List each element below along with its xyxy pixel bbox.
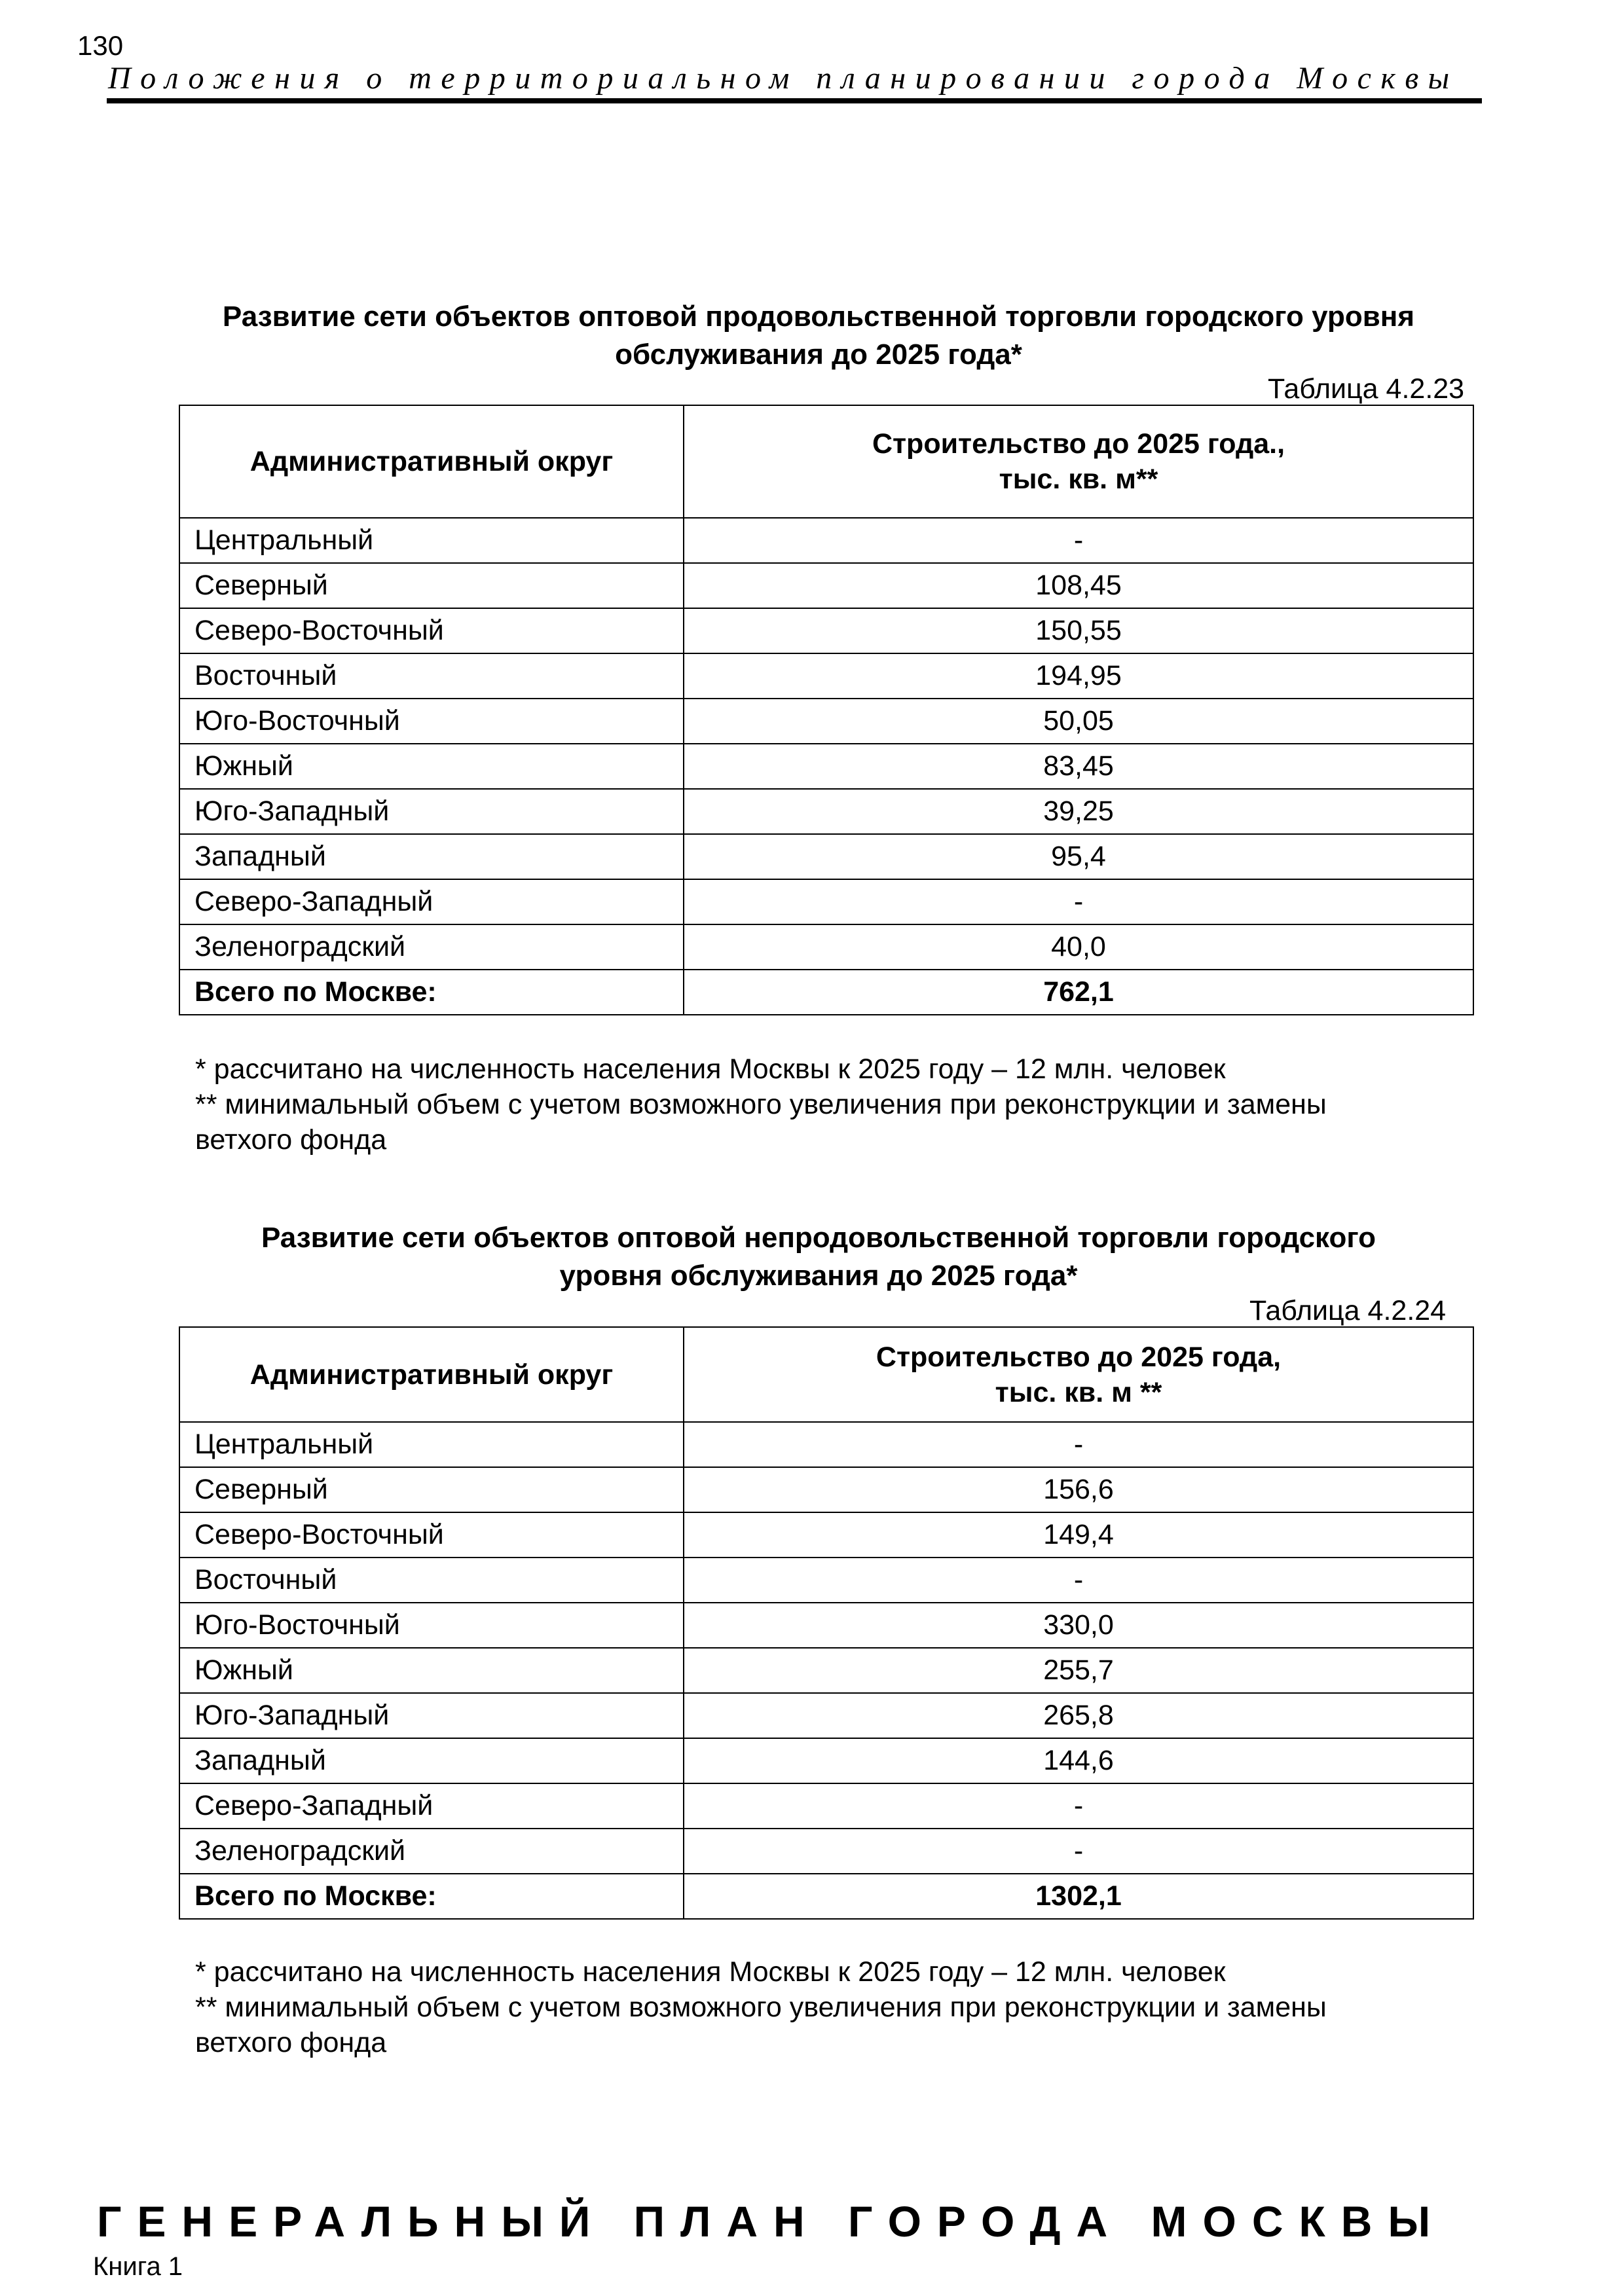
- value-cell: 265,8: [684, 1693, 1473, 1738]
- district-cell: Центральный: [179, 1422, 684, 1467]
- value-cell: -: [684, 879, 1473, 924]
- table-row: [179, 1603, 1473, 1648]
- district-cell: Северо-Западный: [179, 1783, 684, 1829]
- value-cell: -: [684, 1829, 1473, 1874]
- footer-title: ГЕНЕРАЛЬНЫЙ ПЛАН ГОРОДА МОСКВЫ: [97, 2197, 1447, 2246]
- running-header: Положения о территориальном планировании города Москвы: [108, 61, 1459, 96]
- header-rule: [107, 98, 1482, 103]
- table-total-row: [179, 970, 1473, 1015]
- table-row: [179, 789, 1473, 834]
- table-row: [179, 1829, 1473, 1874]
- table-row: [179, 834, 1473, 879]
- value-cell: 95,4: [684, 834, 1473, 879]
- table-row: [179, 879, 1473, 924]
- district-cell: Зеленоградский: [179, 1829, 684, 1874]
- district-cell: Северо-Восточный: [179, 1512, 684, 1558]
- table-row: [179, 563, 1473, 608]
- value-cell: -: [684, 1422, 1473, 1467]
- footnote-population: * рассчитано на численность населения Москвы к 2025 году – 12 млн. человек: [195, 1053, 1226, 1085]
- district-cell: Восточный: [179, 653, 684, 699]
- district-cell: Северный: [179, 563, 684, 608]
- table-title-2-line1: Развитие сети объектов оптовой непродовольственной торговли городского: [261, 1222, 1376, 1254]
- table-row: [179, 1738, 1473, 1783]
- value-cell: -: [684, 518, 1473, 563]
- value-cell: 194,95: [684, 653, 1473, 699]
- value-cell: 156,6: [684, 1467, 1473, 1512]
- footnote-minimum-volume-line1: ** минимальный объем с учетом возможного увеличения при реконструкции и замены: [195, 1992, 1327, 2023]
- total-label: Всего по Москве:: [179, 970, 684, 1015]
- table-wholesale-nonfood: [179, 1326, 1474, 1920]
- table-wholesale-food: [179, 405, 1474, 1015]
- table-header-row: [179, 1327, 1473, 1422]
- book-label: Книга 1: [93, 2252, 183, 2281]
- table-row: [179, 924, 1473, 970]
- table-row: [179, 1467, 1473, 1512]
- table-title-2-line2: уровня обслуживания до 2025 года*: [559, 1260, 1078, 1292]
- table-label-1: Таблица 4.2.23: [1268, 373, 1465, 405]
- table-header-row: [179, 405, 1473, 518]
- column-header-construction-line1: Строительство до 2025 года.,: [872, 428, 1285, 460]
- value-cell: 144,6: [684, 1738, 1473, 1783]
- column-header-construction: [684, 405, 1473, 518]
- table-title-2: [164, 1219, 1473, 1295]
- value-cell: 39,25: [684, 789, 1473, 834]
- district-cell: Западный: [179, 1738, 684, 1783]
- footnote-minimum-volume-line2: ветхого фонда: [195, 2027, 387, 2058]
- table-2-footnotes: [195, 1954, 1472, 2060]
- district-cell: Юго-Западный: [179, 1693, 684, 1738]
- column-header-construction: [684, 1327, 1473, 1422]
- table-row: [179, 1783, 1473, 1829]
- district-cell: Зеленоградский: [179, 924, 684, 970]
- column-header-construction-line2: тыс. кв. м **: [995, 1376, 1162, 1408]
- value-cell: -: [684, 1558, 1473, 1603]
- district-cell: Юго-Западный: [179, 789, 684, 834]
- district-cell: Северо-Восточный: [179, 608, 684, 653]
- district-cell: Юго-Восточный: [179, 699, 684, 744]
- footnote-minimum-volume-line1: ** минимальный объем с учетом возможного увеличения при реконструкции и замены: [195, 1089, 1327, 1120]
- table-label-2: Таблица 4.2.24: [1249, 1295, 1447, 1326]
- district-cell: Западный: [179, 834, 684, 879]
- value-cell: 149,4: [684, 1512, 1473, 1558]
- table-row: [179, 1558, 1473, 1603]
- table-row: [179, 1422, 1473, 1467]
- value-cell: -: [684, 1783, 1473, 1829]
- value-cell: 150,55: [684, 608, 1473, 653]
- column-header-district: Административный округ: [179, 1327, 684, 1422]
- table-1-footnotes: [195, 1051, 1472, 1157]
- table-title-1-line2: обслуживания до 2025 года*: [615, 338, 1022, 371]
- value-cell: 108,45: [684, 563, 1473, 608]
- table-title-1-line1: Развитие сети объектов оптовой продовольственной торговли городского уровня: [222, 301, 1415, 333]
- table-row: [179, 1512, 1473, 1558]
- value-cell: 330,0: [684, 1603, 1473, 1648]
- value-cell: 50,05: [684, 699, 1473, 744]
- district-cell: Северо-Западный: [179, 879, 684, 924]
- value-cell: 83,45: [684, 744, 1473, 789]
- table-row: [179, 608, 1473, 653]
- column-header-construction-line1: Строительство до 2025 года,: [876, 1341, 1282, 1373]
- value-cell: 40,0: [684, 924, 1473, 970]
- footnote-population: * рассчитано на численность населения Москвы к 2025 году – 12 млн. человек: [195, 1956, 1226, 1988]
- table-title-1: [164, 298, 1473, 374]
- total-label: Всего по Москве:: [179, 1874, 684, 1919]
- value-cell: 255,7: [684, 1648, 1473, 1693]
- table-total-row: [179, 1874, 1473, 1919]
- total-value: 762,1: [684, 970, 1473, 1015]
- page-number: 130: [77, 30, 124, 61]
- district-cell: Южный: [179, 744, 684, 789]
- column-header-construction-line2: тыс. кв. м**: [999, 464, 1158, 495]
- district-cell: Северный: [179, 1467, 684, 1512]
- table-row: [179, 518, 1473, 563]
- table-row: [179, 744, 1473, 789]
- column-header-district: Административный округ: [179, 405, 684, 518]
- total-value: 1302,1: [684, 1874, 1473, 1919]
- district-cell: Восточный: [179, 1558, 684, 1603]
- district-cell: Центральный: [179, 518, 684, 563]
- district-cell: Юго-Восточный: [179, 1603, 684, 1648]
- table-row: [179, 1648, 1473, 1693]
- table-row: [179, 1693, 1473, 1738]
- footnote-minimum-volume-line2: ветхого фонда: [195, 1124, 387, 1156]
- table-row: [179, 653, 1473, 699]
- table-row: [179, 699, 1473, 744]
- district-cell: Южный: [179, 1648, 684, 1693]
